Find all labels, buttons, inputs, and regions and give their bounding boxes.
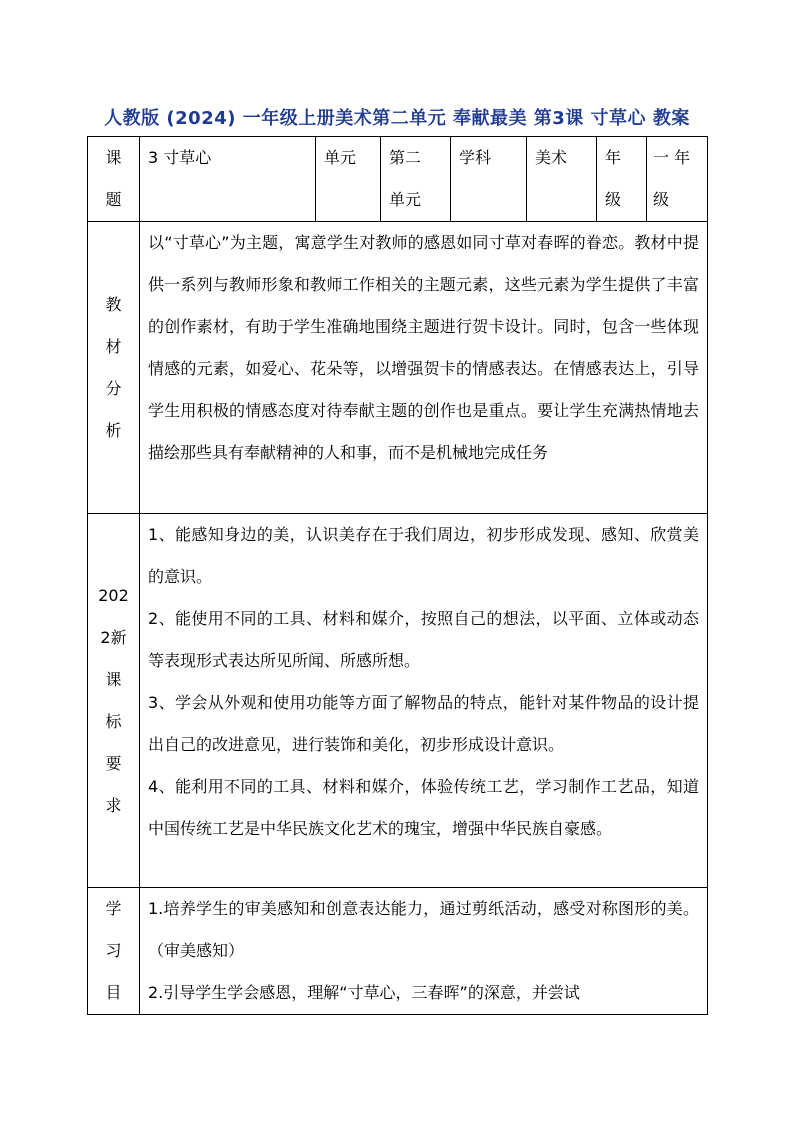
standards-item: 2、能使用不同的工具、材料和媒介，按照自己的想法，以平面、立体或动态等表现形式表达所见所闻、所感所想。 [148,609,699,670]
standards-label-line: 标 [105,711,122,731]
unit-value-line: 单元 [389,190,422,209]
grade-value-line: 一 年 [653,148,691,167]
analysis-label-cell [88,222,140,514]
lesson-title: 3 寸草心 [148,148,212,167]
analysis-label-line: 材 [105,336,122,356]
lesson-label-cell [88,137,140,222]
subject-value-cell [527,137,597,222]
subject-label: 学科 [459,148,492,167]
grade-value-cell [647,137,708,222]
unit-value-cell [381,137,451,222]
analysis-content-cell [140,222,708,514]
standards-label-line: 课 [105,669,122,689]
standards-item: 1、能感知身边的美，认识美存在于我们周边，初步形成发现、感知、欣赏美的意识。 [148,525,699,586]
objectives-label-line: 习 [105,941,122,960]
standards-item: 4、能利用不同的工具、材料和媒介，体验传统工艺，学习制作工艺品，知道中国传统工艺是中华民族文化艺术的瑰宝，增强中华民族自豪感。 [148,777,699,838]
grade-label-line: 级 [605,190,622,209]
objectives-item: 1.培养学生的审美感知和创意表达能力，通过剪纸活动，感受对称图形的美。（审美感知） [148,899,699,960]
lesson-label-line: 课 [105,148,122,167]
objectives-label-line: 目 [105,983,122,1002]
grade-label-line: 年 [605,148,622,167]
objectives-label-cell [88,888,140,1015]
standards-item: 3、学会从外观和使用功能等方面了解物品的特点，能针对某件物品的设计提出自己的改进意见，进行装饰和美化，初步形成设计意识。 [148,693,699,754]
analysis-label-line: 教 [105,294,122,314]
standards-label-cell [88,514,140,888]
analysis-label-line: 分 [105,378,122,398]
standards-label-line: 2新 [100,627,127,647]
analysis-text: 以“寸草心”为主题，寓意学生对教师的感恩如同寸草对春晖的眷恋。教材中提供一系列与教师形象和教师工作相关的主题元素，这些元素为学生提供了丰富的创作素材，有助于学生准确地围绕主题进行贺卡设计。同时，包含一些体现情感的元素，如爱心、花朵等，以增强贺卡的情感表达。在情感表达上，引导学生用积极的情感态度对待奉献主题的创作也是重点。要让学生充满热情地去描绘那些具有奉献精神的人和事，而不是机械地完成任务 [148,233,699,462]
subject-label-cell [451,137,527,222]
objectives-content-cell [140,888,708,1015]
grade-label-cell [597,137,647,222]
lesson-plan-table [87,136,708,1015]
unit-label: 单元 [324,148,357,167]
standards-label-line: 202 [98,585,129,605]
objectives-item: 2.引导学生学会感恩，理解“寸草心，三春晖”的深意，并尝试 [148,983,580,1002]
table-row-objectives [88,888,708,1015]
objectives-label-line: 学 [105,899,122,918]
standards-content-cell [140,514,708,888]
lesson-label-line: 题 [105,190,122,209]
standards-label-line: 求 [105,795,122,815]
standards-label-line: 要 [105,753,122,773]
subject-value: 美术 [535,148,568,167]
table-row-standards [88,514,708,888]
document-title: 人教版 (2024) 一年级上册美术第二单元 奉献最美 第3课 寸草心 教案 [104,108,690,129]
table-row-lesson [88,137,708,222]
unit-value-line: 第二 [389,148,422,167]
grade-value-line: 级 [653,190,670,209]
unit-label-cell [316,137,381,222]
lesson-title-cell [140,137,316,222]
table-row-analysis [88,222,708,514]
analysis-label-line: 析 [105,420,122,440]
